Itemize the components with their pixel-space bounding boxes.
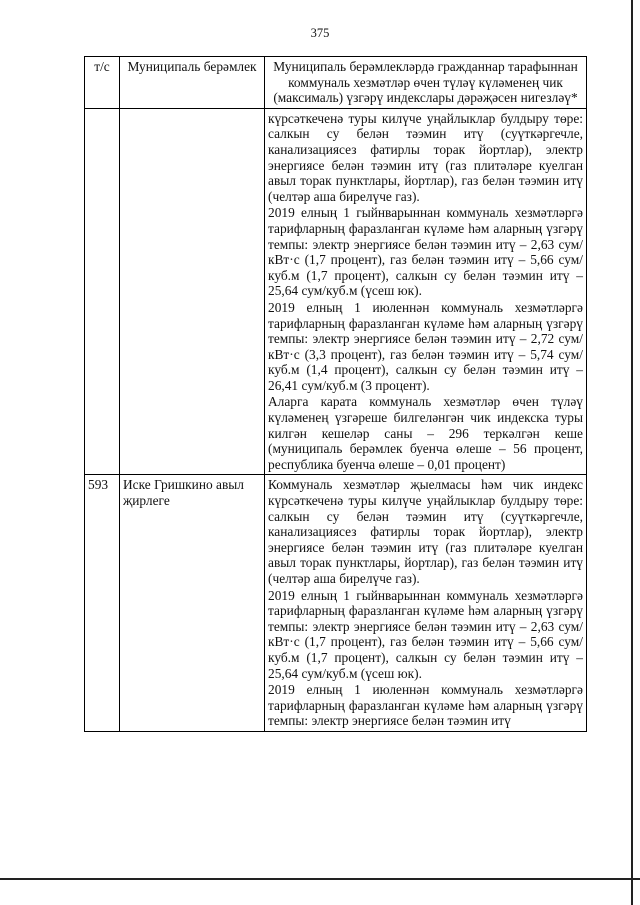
paragraph: 2019 елның 1 гыйнварыннан коммуналь хезмәтләргә тарифларның фаразланган күләме һәм аларның үзгәрү темпы: электр энергиясе белән тәэмин итү – 2,63 сум/кВт·с (1,7 процент), газ белән тәэмин итү – 5,66 сум/куб.м (1,7 процент), салкын су белән тәэмин итү – 25,64 сум/куб.м (үсеш юк). — [268, 205, 583, 299]
row-municipality: Иске Гришкино авыл җирлеге — [120, 475, 265, 732]
scan-edge-right — [631, 0, 633, 905]
table-header-row — [85, 57, 587, 109]
header-indices: Муниципаль берәмлекләрдә гражданнар тарафыннан коммуналь хезмәтләр өчен түләү күләменең чик (максималь) үзгәрү индекслары дәрәҗәсен нигезләү* — [265, 57, 587, 109]
table-row — [85, 108, 587, 475]
table-row — [85, 475, 587, 732]
paragraph: Коммуналь хезмәтләр җыелмасы һәм чик индекс күрсәткеченә туры килүче уңайлыклар булдыру төре: салкын су белән тәэмин итү (суүткәргечле, канализациясез фатирлы торак йортлар), электр энергиясе белән тәэмин итү (газ плитәләре куелган авыл торак пунктлары, йортлар), газ белән тәэмин итү (челтәр аша бирелүче газ). — [268, 477, 583, 586]
row-municipality — [120, 108, 265, 475]
row-text — [265, 475, 587, 732]
header-num: т/с — [85, 57, 120, 109]
paragraph: 2019 елның 1 гыйнварыннан коммуналь хезмәтләргә тарифларның фаразланган күләме һәм аларның үзгәрү темпы: электр энергиясе белән тәэмин итү – 2,63 сум/кВт·с (1,7 процент), газ белән тәэмин итү – 5,66 сум/куб.м (1,7 процент), салкын су белән тәэмин итү – 25,64 сум/куб.м (үсеш юк). — [268, 587, 583, 681]
scan-edge-bottom — [0, 878, 640, 880]
row-num: 593 — [85, 475, 120, 732]
tariff-table — [84, 56, 587, 732]
paragraph: 2019 елның 1 июленнән коммуналь хезмәтләргә тарифларның фаразланган күләме һәм аларның үзгәрү темпы: электр энергиясе белән тәэмин итү — [268, 682, 583, 729]
row-text — [265, 108, 587, 475]
row-num — [85, 108, 120, 475]
header-municipality: Муниципаль берәмлек — [120, 57, 265, 109]
paragraph: күрсәткеченә туры килүче уңайлыклар булдыру төре: салкын су белән тәэмин итү (суүткәргечле, канализациясез фатирлы торак йортлар), электр энергиясе белән тәэмин итү (газ плитәләре куелган авыл торак пунктлары, йортлар), газ белән тәэмин итү (челтәр аша бирелүче газ). — [268, 110, 583, 204]
paragraph: Аларга карата коммуналь хезмәтләр өчен түләү күләменең үзгәреше билгеләнгән чик индекска туры килгән кешеләр саны – 296 теркәлгән кеше (муниципаль берәмлек буенча өлеше – 56 процент, республика буенча өлеше – 0,01 процент) — [268, 394, 583, 472]
paragraph: 2019 елның 1 июленнән коммуналь хезмәтләргә тарифларның фаразланган күләме һәм аларның үзгәрү темпы: электр энергиясе белән тәэмин итү – 2,72 сум/кВт·с (3,3 процент), газ белән тәэмин итү – 5,74 сум/куб.м (1,4 процент), салкын су белән тәэмин итү – 26,41 сум/куб.м (3 процент). — [268, 299, 583, 393]
page-number: 375 — [310, 26, 330, 40]
